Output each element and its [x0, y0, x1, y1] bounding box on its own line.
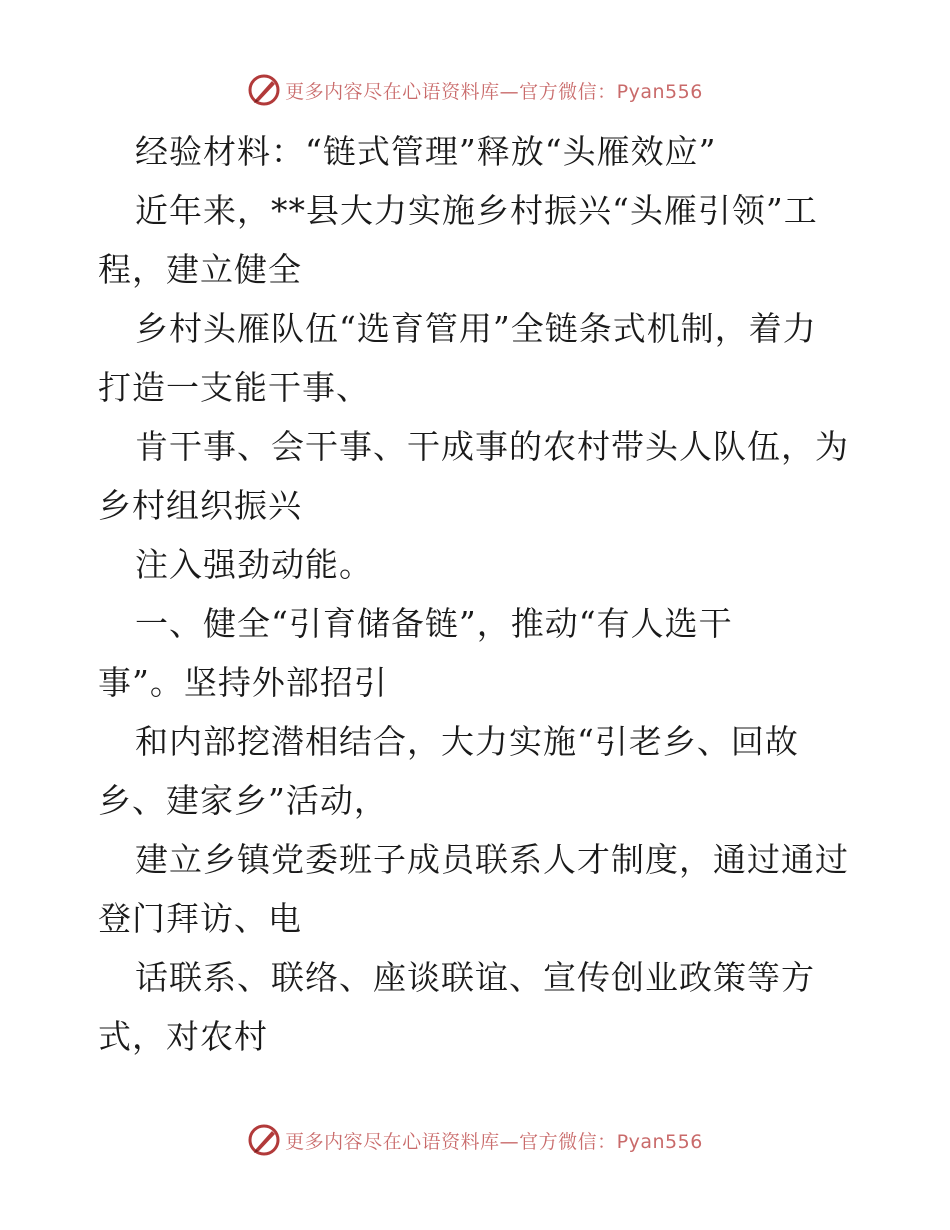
doc-line: 注入强劲动能。 [135, 545, 373, 584]
pen-logo-icon [247, 1123, 281, 1157]
doc-line: 近年来，**县大力实施乡村振兴“头雁引领”工 [135, 191, 818, 230]
doc-line: 事”。坚持外部招引 [98, 663, 388, 702]
watermark-header [0, 72, 950, 108]
doc-title: 经验材料：“链式管理”释放“头雁效应” [135, 132, 717, 171]
doc-line: 乡村组织振兴 [98, 486, 302, 525]
doc-line: 和内部挖潜相结合，大力实施“引老乡、回故 [135, 722, 799, 761]
doc-line: 程，建立健全 [98, 250, 302, 289]
doc-line: 登门拜访、电 [98, 899, 302, 938]
doc-line: 乡、建家乡”活动， [98, 781, 388, 820]
document-body [98, 122, 858, 1066]
doc-line: 话联系、联络、座谈联谊、宣传创业政策等方 [135, 958, 815, 997]
section-heading-1: 一、健全“引育储备链”，推动“有人选干 [135, 604, 733, 643]
doc-line: 乡村头雁队伍“选育管用”全链条式机制，着力 [135, 309, 817, 348]
watermark-text: 更多内容尽在心语资料库—官方微信：Pyan556 [285, 80, 703, 103]
watermark-text: 更多内容尽在心语资料库—官方微信：Pyan556 [285, 1130, 703, 1153]
doc-line: 打造一支能干事、 [98, 368, 370, 407]
doc-line: 肯干事、会干事、干成事的农村带头人队伍，为 [135, 427, 849, 466]
doc-line: 式，对农村 [98, 1017, 268, 1056]
watermark-footer [0, 1122, 950, 1158]
pen-logo-icon [247, 73, 281, 107]
doc-line: 建立乡镇党委班子成员联系人才制度，通过通过 [135, 840, 849, 879]
